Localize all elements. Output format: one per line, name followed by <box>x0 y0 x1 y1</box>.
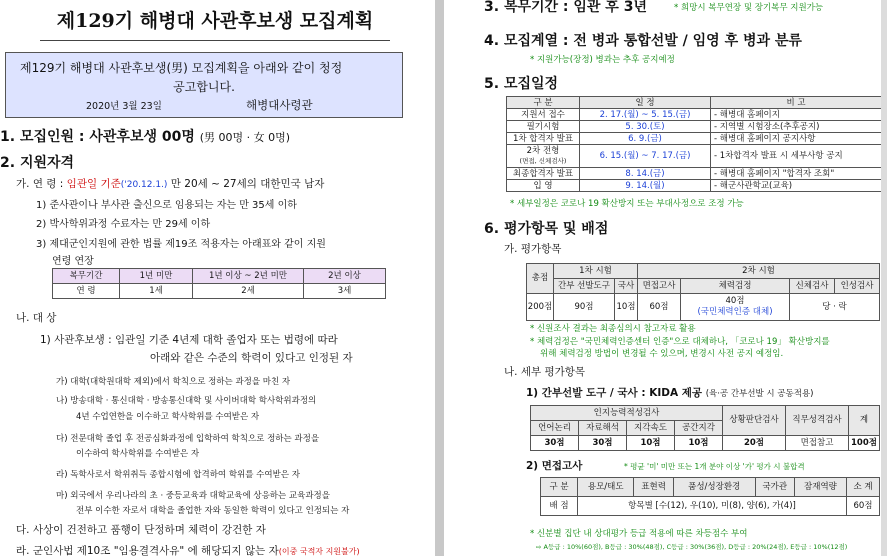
section-1-detail: (男 00명 · 女 0명) <box>199 131 291 144</box>
target-sub-b: 나) 방송대학 · 통신대학 · 방송통신대학 및 사이버대학 학사학위과정의 <box>56 396 317 406</box>
age-item-1: 1) 준사관이나 부사관 출신으로 임용되는 자는 만 35세 이하 <box>36 200 297 211</box>
score-col-5: 인성검사 <box>835 279 880 294</box>
schedule-cell-main: 2차 전형 <box>526 146 560 156</box>
kida-col-6: 계 <box>849 406 880 436</box>
kida-col-5: 직무성격검사 <box>786 406 849 436</box>
score-fitness <box>681 294 790 321</box>
schedule-th-2: 비 고 <box>711 97 882 109</box>
grade-note: ⇨ A등급 : 10%(60점), B등급 : 30%(48점), C등급 : 30%(36점), D등급 : 20%(24점), E등급 : 10%(12점) <box>536 543 848 551</box>
notice-box <box>5 52 403 118</box>
schedule-th-1: 일 정 <box>580 97 711 109</box>
section-5-note: * 세부일정은 코로나 19 확산방지 또는 부대사정으로 조정 가능 <box>510 199 744 209</box>
age-item-3-cont: 연령 연장 <box>52 256 94 267</box>
schedule-cell: - 해병대 홈페이지 <box>711 109 882 121</box>
iv-col-0: 구 분 <box>541 478 578 497</box>
iv-row-total: 60점 <box>847 497 880 516</box>
age-line <box>16 176 324 191</box>
schedule-cell: - 1차합격자 발표 시 세부사항 공지 <box>711 145 882 168</box>
section-2-num: 2. <box>0 155 16 171</box>
sub1-note: (육·공 간부선발 시 공동적용) <box>705 389 814 399</box>
iv-col-3: 품성/성장환경 <box>673 478 755 497</box>
notice-line1: 제129기 해병대 사관후보생(男) 모집계획을 아래와 같이 청정 <box>20 61 343 75</box>
schedule-cell: 6. 15.(월) ~ 7. 17.(금) <box>580 145 711 168</box>
target-sub-e-cont: 전부 이수한 자로서 대학을 졸업한 자와 동일한 학력이 있다고 인정되는 자 <box>76 506 350 516</box>
ext-td-3: 3세 <box>304 284 386 299</box>
scrollbar[interactable] <box>881 0 887 556</box>
score-col-2: 면접고사 <box>638 279 681 294</box>
kida-group: 인지능력적성검사 <box>531 406 723 421</box>
target-label: 나. 대 상 <box>16 312 57 324</box>
schedule-cell: - 지역별 시험장소(추후공지) <box>711 121 882 133</box>
section-1 <box>0 126 290 146</box>
section-4 <box>484 30 802 50</box>
section-3-note: * 희망시 복무연장 및 장기복무 지원가능 <box>674 3 824 13</box>
page-gap <box>435 0 444 556</box>
eval-na: 나. 세부 평가항목 <box>504 366 586 378</box>
iv-col-4: 국가관 <box>755 478 794 497</box>
sub2-label: 2) 면접고사 <box>526 460 583 472</box>
extension-table <box>52 268 386 299</box>
target-sub-b-cont: 4년 수업연한을 이수하고 학사학위를 수여받은 자 <box>76 412 260 422</box>
score-fitness-note: (국민체력인증 대체) <box>697 307 773 317</box>
schedule-cell: 필기시험 <box>507 121 580 133</box>
ext-th-1: 1년 미만 <box>120 269 193 284</box>
age-range: 만 20세 ~ 27세의 대한민국 남자 <box>170 178 325 190</box>
kida-val-3: 10점 <box>675 436 723 451</box>
section-4-num: 4. <box>484 33 500 49</box>
section-5-text: 모집일정 <box>503 76 559 92</box>
page-title: 제129기 해병대 사관후보생 모집계획 <box>40 6 390 41</box>
kida-val-2: 10점 <box>627 436 675 451</box>
kida-table <box>530 405 880 451</box>
schedule-cell: 6. 9.(금) <box>580 133 711 145</box>
section-2-text: 지원자격 <box>19 155 75 171</box>
schedule-cell: 2. 17.(월) ~ 5. 15.(금) <box>580 109 711 121</box>
target-sub-c: 다) 전문대학 졸업 후 전공심화과정에 입학하여 학칙으로 정하는 과정을 <box>56 434 320 444</box>
age-label: 가. 연 령 : <box>16 178 64 190</box>
score-pass: 당 · 락 <box>790 294 880 321</box>
score-th-total: 총점 <box>527 264 554 294</box>
section-3 <box>484 0 647 16</box>
section-2 <box>0 152 74 172</box>
interview-table <box>540 477 880 516</box>
age-item-2: 2) 박사학위과정 수료자는 만 29세 이하 <box>36 219 211 230</box>
page-left <box>0 0 435 556</box>
target-sub-c-cont: 이수하여 학사학위를 수여받은 자 <box>76 449 200 459</box>
schedule-row <box>507 109 882 121</box>
score-col-0: 간부 선발도구 <box>554 279 615 294</box>
schedule-cell: 8. 14.(금) <box>580 168 711 180</box>
kida-col-1: 자료해석 <box>579 421 627 436</box>
score-col-1: 국사 <box>615 279 638 294</box>
score-interview: 60점 <box>638 294 681 321</box>
schedule-row <box>507 121 882 133</box>
iv-row-text: 항목별 [수(12), 우(10), 미(8), 양(6), 가(4)] <box>578 497 847 516</box>
ext-td-2: 2세 <box>193 284 304 299</box>
sub1-label: 1) 간부선발 도구 / 국사 : KIDA 제공 <box>526 387 703 399</box>
kida-val-6: 100점 <box>849 436 880 451</box>
kida-col-3: 공간지각 <box>675 421 723 436</box>
iv-col-2: 표현력 <box>634 478 673 497</box>
schedule-row <box>507 180 882 192</box>
relative-note: * 신분별 집단 내 상대평가 등급 적용에 따른 차등점수 부여 <box>530 529 748 539</box>
age-item-3: 3) 제대군인지원에 관한 법률 제19조 적용자는 아래표와 같이 지원 <box>36 239 326 250</box>
eval-note-1: * 신원조사 결과는 최종심의시 참고자료 활용 <box>530 324 696 334</box>
schedule-table <box>506 96 882 192</box>
page-right <box>444 0 887 556</box>
iv-col-1: 용모/태도 <box>578 478 634 497</box>
schedule-row <box>507 133 882 145</box>
requirement-ra <box>16 543 360 556</box>
section-5-num: 5. <box>484 76 500 92</box>
score-th-second: 2차 시험 <box>638 264 880 279</box>
notice-org: 해병대사령관 <box>246 98 313 112</box>
target-item-1-cont: 아래와 같은 수준의 학력이 있다고 인정된 자 <box>150 352 353 364</box>
schedule-cell: - 해병대 홈페이지 "합격자 조회" <box>711 168 882 180</box>
age-date: ('20.12.1.) <box>120 180 168 190</box>
score-tool: 90점 <box>554 294 615 321</box>
requirement-ra-note: (이중 국적자 지원불가) <box>278 547 360 556</box>
eval-note-3: 위해 체력검정 방법이 변경될 수 있으며, 변경시 사전 공지 예정임. <box>540 349 784 359</box>
target-item-1: 1) 사관후보생 : 임관일 기준 4년제 대학 졸업자 또는 법령에 따라 <box>40 334 338 346</box>
section-6-text: 평가항목 및 배점 <box>503 221 609 237</box>
score-col-3: 체력검정 <box>681 279 790 294</box>
sub2-note: * 평균 '미' 미만 또는 1개 분야 이상 '가' 평가 시 불합격 <box>624 462 805 471</box>
schedule-th-0: 구 분 <box>507 97 580 109</box>
section-6 <box>484 218 608 238</box>
schedule-cell: - 해병대 홈페이지 공지사항 <box>711 133 882 145</box>
kida-val-0: 30점 <box>531 436 579 451</box>
schedule-row <box>507 168 882 180</box>
section-1-num: 1. <box>0 129 16 145</box>
kida-val-1: 30점 <box>579 436 627 451</box>
kida-col-0: 언어논리 <box>531 421 579 436</box>
ext-th-0: 복무기간 <box>53 269 120 284</box>
schedule-cell: 입 영 <box>507 180 580 192</box>
score-col-4: 신체검사 <box>790 279 835 294</box>
score-fitness-value: 40점 <box>725 296 745 306</box>
requirement-da: 다. 사상이 건전하고 품행이 단정하며 체력이 강건한 자 <box>16 524 266 536</box>
schedule-cell-sub: (면접, 신체검사) <box>519 157 567 165</box>
section-3-num: 3. <box>484 0 500 15</box>
eval-note-2: * 체력검정은 "국민체력인증센터 인증"으로 대체하나, 「코로나 19」 확산방지를 <box>530 337 830 347</box>
schedule-cell: 5. 30.(토) <box>580 121 711 133</box>
schedule-cell <box>507 145 580 168</box>
schedule-cell: 9. 14.(월) <box>580 180 711 192</box>
iv-row-label: 배 점 <box>541 497 578 516</box>
schedule-cell: 최종합격자 발표 <box>507 168 580 180</box>
ext-th-3: 2년 이상 <box>304 269 386 284</box>
schedule-cell: - 해군사관학교(교육) <box>711 180 882 192</box>
score-total: 200점 <box>527 294 554 321</box>
iv-col-5: 잠재역량 <box>794 478 846 497</box>
schedule-cell: 1차 합격자 발표 <box>507 133 580 145</box>
kida-col-4: 상황판단검사 <box>723 406 786 436</box>
section-4-note: * 지원가능(장정) 병과는 추후 공지예정 <box>530 55 675 65</box>
section-4-text: 모집계열 : 전 병과 통합선발 / 임영 후 병과 분류 <box>503 33 802 49</box>
kida-col-2: 지각속도 <box>627 421 675 436</box>
eval-ga: 가. 평가항목 <box>504 243 562 255</box>
section-3-text: 복무기간 : 임관 후 3년 <box>503 0 647 15</box>
section-6-num: 6. <box>484 221 500 237</box>
section-5 <box>484 73 558 93</box>
section-1-text: 모집인원 : 사관후보생 00명 <box>19 129 195 145</box>
ext-td-1: 1세 <box>120 284 193 299</box>
ext-th-2: 1년 이상 ~ 2년 미만 <box>193 269 304 284</box>
kida-val-5: 면접참고 <box>786 436 849 451</box>
iv-col-6: 소 계 <box>847 478 880 497</box>
schedule-cell: 지원서 접수 <box>507 109 580 121</box>
sub1-line <box>526 385 813 400</box>
notice-date: 2020년 3월 23일 <box>86 101 162 112</box>
age-basis: 임관일 기준 <box>66 178 121 190</box>
score-history: 10점 <box>615 294 638 321</box>
requirement-ra-text: 라. 군인사법 제10조 "임용결격사유" 에 해당되지 않는 자 <box>16 545 279 556</box>
score-th-first: 1차 시험 <box>554 264 638 279</box>
kida-val-4: 20점 <box>723 436 786 451</box>
schedule-row <box>507 145 882 168</box>
score-table <box>526 263 880 321</box>
target-sub-e: 마) 외국에서 우리나라의 초 · 중등교육과 대학교육에 상응하는 교육과정을 <box>56 491 330 501</box>
notice-line2: 공고합니다. <box>173 80 235 94</box>
target-sub-d: 라) 독학사로서 학위취득 종합시험에 합격하여 학위를 수여받은 자 <box>56 470 300 480</box>
target-sub-a: 가) 대학(대학원대학 제외)에서 학칙으로 정하는 과정을 마친 자 <box>56 377 291 387</box>
ext-td-0: 연 령 <box>53 284 120 299</box>
